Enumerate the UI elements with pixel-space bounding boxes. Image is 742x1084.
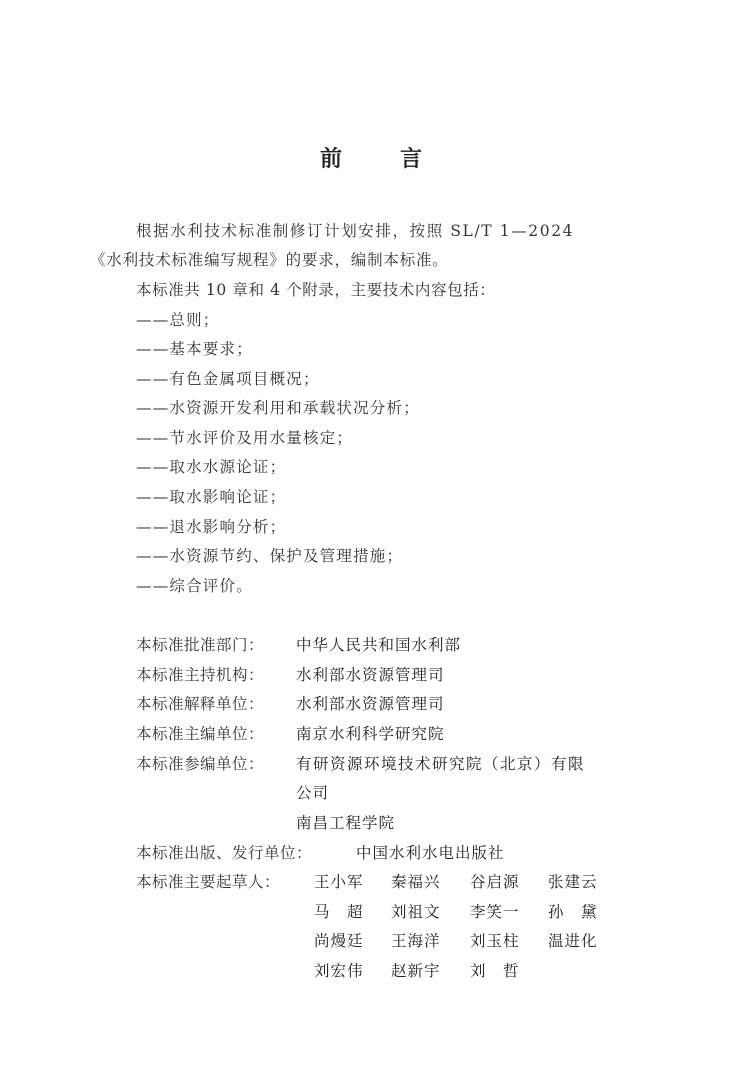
participate-value-1: 有研资源环境技术研究院（北京）有限 [296, 755, 586, 773]
drafter-name: 王小军 [314, 873, 364, 891]
participate-value-3: 南昌工程学院 [296, 814, 396, 832]
drafter-name: 孙 黛 [548, 903, 598, 921]
approve-label: 本标准批准部门： [136, 636, 265, 654]
participate-value-2: 公司 [296, 784, 330, 802]
drafter-name: 秦福兴 [391, 873, 441, 891]
content-item: ——退水影响分析； [136, 518, 287, 536]
drafter-name: 刘 哲 [470, 962, 520, 980]
host-label: 本标准主持机构： [136, 666, 265, 684]
approve-value: 中华人民共和国水利部 [296, 636, 462, 654]
content-item: ——总则； [136, 311, 220, 329]
title-char-2: 言 [400, 147, 423, 172]
host-value: 水利部水资源管理司 [296, 666, 445, 684]
publisher-label: 本标准出版、发行单位： [136, 844, 313, 862]
drafter-name: 赵新宇 [391, 962, 441, 980]
drafters-label: 本标准主要起草人： [136, 873, 281, 891]
intro-line-3: 本标准共 10 章和 4 个附录，主要技术内容包括： [136, 281, 496, 299]
chief-label: 本标准主编单位： [136, 725, 265, 743]
content-item: ——取水水源论证； [136, 458, 287, 476]
drafter-name: 谷启源 [470, 873, 520, 891]
intro-line-1: 根据水利技术标准制修订计划安排，按照 SL/T 1—2024 [136, 222, 575, 240]
intro-line-2: 《水利技术标准编写规程》的要求，编制本标准。 [90, 251, 449, 269]
drafter-name: 温进化 [548, 932, 598, 950]
content-item: ——有色金属项目概况； [136, 370, 320, 388]
content-item: ——节水评价及用水量核定； [136, 429, 354, 447]
page-title [0, 142, 742, 173]
interpret-label: 本标准解释单位： [136, 695, 265, 713]
interpret-value: 水利部水资源管理司 [296, 695, 445, 713]
chief-value: 南京水利科学研究院 [296, 725, 445, 743]
content-item: ——综合评价。 [136, 577, 253, 595]
participate-label: 本标准参编单位： [136, 755, 265, 773]
content-item: ——水资源节约、保护及管理措施； [136, 547, 404, 565]
drafter-name: 李笑一 [470, 903, 520, 921]
content-item: ——基本要求； [136, 340, 253, 358]
drafter-name: 刘宏伟 [314, 962, 364, 980]
drafter-name: 尚熳廷 [314, 932, 364, 950]
publisher-value: 中国水利水电出版社 [356, 844, 505, 862]
drafter-name: 王海洋 [391, 932, 441, 950]
drafter-name: 刘玉柱 [470, 932, 520, 950]
drafter-name: 马 超 [314, 903, 364, 921]
drafter-name: 张建云 [548, 873, 598, 891]
content-item: ——水资源开发利用和承载状况分析； [136, 399, 420, 417]
title-char-1: 前 [319, 147, 342, 172]
drafter-name: 刘祖文 [391, 903, 441, 921]
content-item: ——取水影响论证； [136, 488, 287, 506]
